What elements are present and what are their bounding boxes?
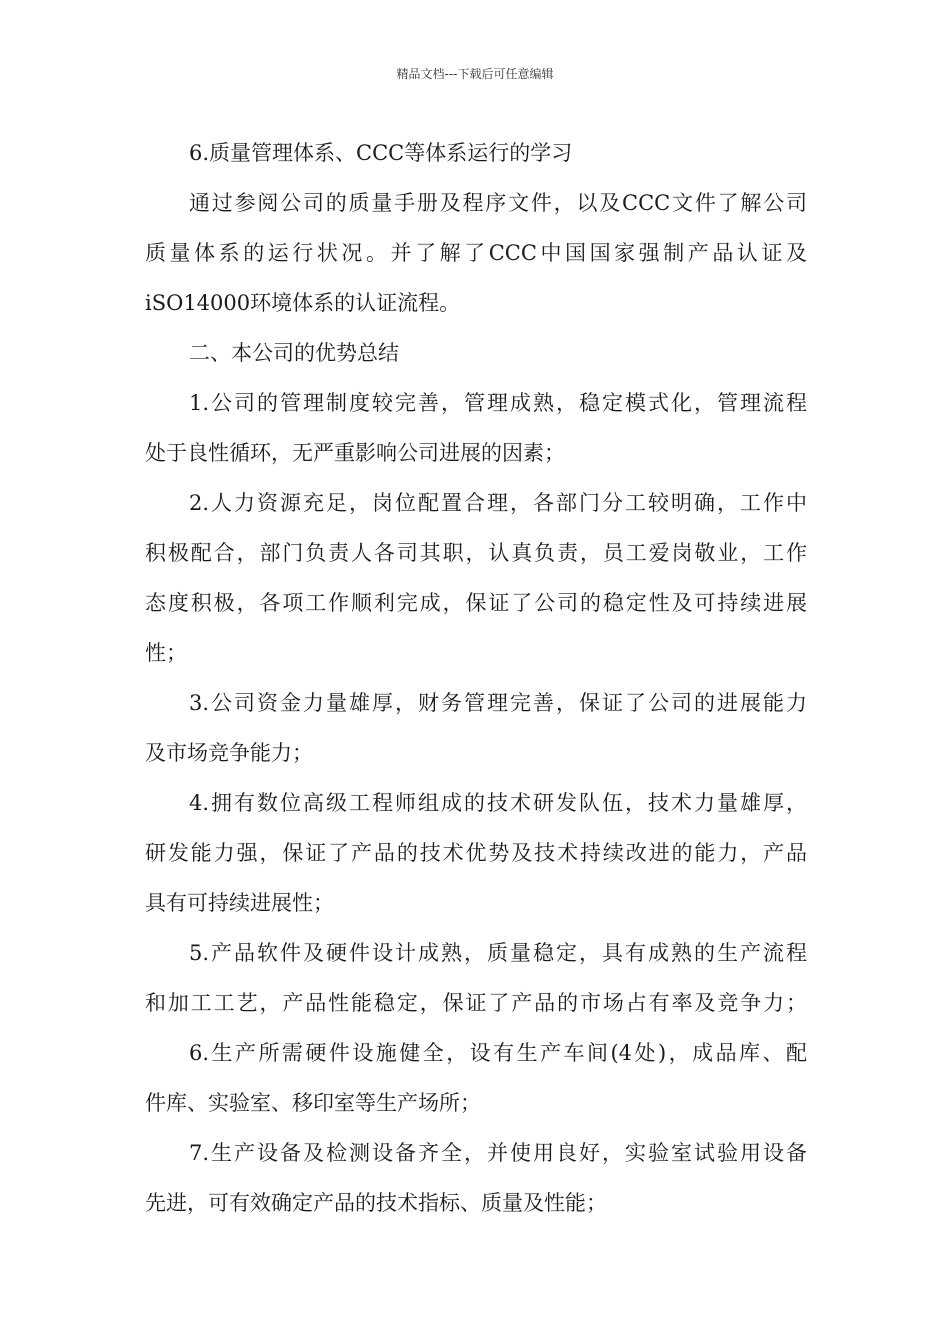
text-line: 态度积极，各项工作顺利完成，保证了公司的稳定性及可持续进展: [145, 591, 807, 615]
text-line: 质量体系的运行状况。并了解了CCC中国国家强制产品认证及: [145, 241, 807, 265]
text-line: 件库、实验室、移印室等生产场所；: [145, 1091, 481, 1115]
text-line: 性；: [145, 641, 187, 665]
section-heading: 二、本公司的优势总结: [189, 341, 399, 365]
text-line: 先进，可有效确定产品的技术指标、质量及性能；: [145, 1191, 607, 1215]
text-line: 4.拥有数位高级工程师组成的技术研发队伍，技术力量雄厚，: [189, 791, 807, 815]
text-line: iSO14000环境体系的认证流程。: [145, 291, 461, 315]
text-line: 和加工工艺，产品性能稳定，保证了产品的市场占有率及竞争力；: [145, 991, 807, 1015]
text-line: 处于良性循环，无严重影响公司进展的因素；: [145, 441, 565, 465]
page-header: 精品文档---下载后可任意编辑: [396, 67, 554, 81]
document-body: [145, 128, 807, 1228]
text-line: 6.生产所需硬件设施健全，设有生产车间(4处)，成品库、配: [189, 1041, 807, 1065]
text-line: 6.质量管理体系、CCC等体系运行的学习: [189, 141, 573, 165]
text-line: 具有可持续进展性；: [145, 891, 334, 915]
text-line: 积极配合，部门负责人各司其职，认真负责，员工爱岗敬业，工作: [145, 541, 807, 565]
text-line: 7.生产设备及检测设备齐全，并使用良好，实验室试验用设备: [189, 1141, 807, 1165]
text-line: 及市场竞争能力；: [145, 741, 313, 765]
text-line: 1.公司的管理制度较完善，管理成熟，稳定模式化，管理流程: [189, 391, 807, 415]
text-line: 2.人力资源充足，岗位配置合理，各部门分工较明确，工作中: [189, 491, 807, 515]
text-line: 通过参阅公司的质量手册及程序文件，以及CCC文件了解公司: [189, 191, 807, 215]
text-line: 研发能力强，保证了产品的技术优势及技术持续改进的能力，产品: [145, 841, 807, 865]
text-line: 5.产品软件及硬件设计成熟，质量稳定，具有成熟的生产流程: [189, 941, 807, 965]
text-line: 3.公司资金力量雄厚，财务管理完善，保证了公司的进展能力: [189, 691, 807, 715]
